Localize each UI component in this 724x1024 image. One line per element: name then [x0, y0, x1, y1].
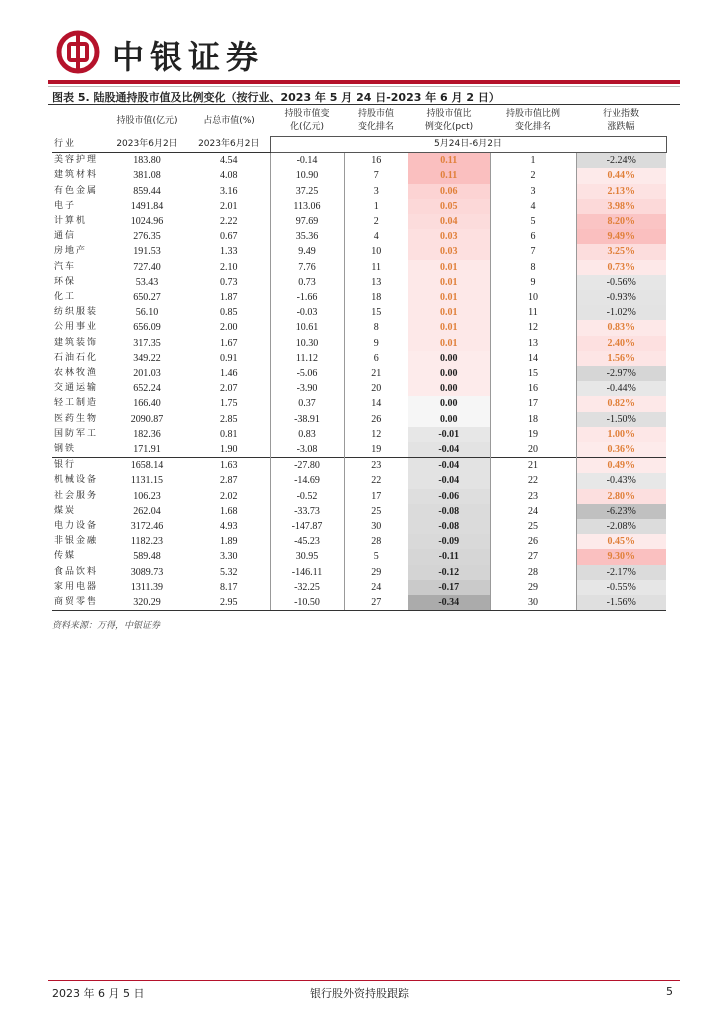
date-market-value: 2023年6月2日: [106, 137, 188, 153]
header-rule: [48, 80, 680, 84]
cell-ratio-change: 0.11: [408, 168, 490, 183]
table-row: [52, 519, 666, 534]
footer-rule: [48, 980, 680, 981]
col-mv-change: 持股市值变化(亿元): [284, 109, 330, 132]
cell-ratio-change: -0.17: [408, 580, 490, 595]
cell-mv-change: -0.14: [270, 153, 344, 169]
table-row: [52, 381, 666, 396]
cell-index-change: -1.56%: [576, 595, 666, 611]
table-row: [52, 214, 666, 229]
cell-ratio-change-rank: 18: [490, 412, 576, 427]
cell-ratio-change-rank: 23: [490, 489, 576, 504]
cell-index-change: 9.30%: [576, 549, 666, 564]
table-row: [52, 534, 666, 549]
cell-index-change: 0.82%: [576, 396, 666, 411]
cell-index-change: 1.00%: [576, 427, 666, 442]
cell-ratio-change: -0.12: [408, 565, 490, 580]
cell-market-value: 1182.23: [130, 536, 164, 548]
cell-pct-total: 2.87: [220, 475, 238, 487]
cell-market-value: 727.40: [133, 261, 161, 273]
cell-industry: 建筑材料: [54, 170, 99, 181]
table-row: [52, 489, 666, 504]
cell-ratio-change: 0.03: [408, 244, 490, 259]
cell-pct-total: 1.87: [220, 292, 238, 304]
table-subheader-row: [52, 137, 666, 153]
cell-ratio-change: -0.34: [408, 595, 490, 611]
cell-mv-change-rank: 5: [344, 549, 408, 564]
cell-ratio-change-rank: 21: [490, 458, 576, 474]
cell-mv-change-rank: 11: [344, 260, 408, 275]
cell-mv-change: -0.52: [270, 489, 344, 504]
cell-pct-total: 0.85: [220, 307, 238, 319]
footer-date: 2023 年 6 月 5 日: [52, 987, 145, 1000]
cell-industry: 农林牧渔: [54, 368, 99, 379]
cell-ratio-change: 0.00: [408, 396, 490, 411]
cell-ratio-change: -0.08: [408, 504, 490, 519]
cell-mv-change-rank: 30: [344, 519, 408, 534]
cell-index-change: -6.23%: [576, 504, 666, 519]
cell-mv-change-rank: 1: [344, 199, 408, 214]
cell-index-change: -1.02%: [576, 305, 666, 320]
cell-ratio-change-rank: 15: [490, 366, 576, 381]
col-pct-total: 占总市值(%): [203, 115, 255, 126]
cell-index-change: -1.50%: [576, 412, 666, 427]
cell-ratio-change: 0.01: [408, 336, 490, 351]
cell-mv-change-rank: 10: [344, 244, 408, 259]
cell-mv-change-rank: 2: [344, 214, 408, 229]
table-row: [52, 580, 666, 595]
cell-market-value: 262.04: [133, 505, 161, 517]
cell-ratio-change: 0.03: [408, 229, 490, 244]
cell-ratio-change-rank: 22: [490, 473, 576, 488]
cell-market-value: 183.80: [133, 155, 161, 167]
cell-index-change: 0.49%: [576, 458, 666, 474]
cell-market-value: 3089.73: [130, 566, 164, 578]
cell-market-value: 1024.96: [130, 216, 164, 228]
cell-ratio-change-rank: 28: [490, 565, 576, 580]
cell-mv-change-rank: 6: [344, 351, 408, 366]
cell-ratio-change-rank: 1: [490, 153, 576, 169]
cell-mv-change: -27.80: [270, 458, 344, 474]
cell-mv-change: 9.49: [270, 244, 344, 259]
cell-ratio-change: 0.06: [408, 184, 490, 199]
table-row: [52, 290, 666, 305]
cell-pct-total: 5.32: [220, 566, 238, 578]
cell-index-change: 3.25%: [576, 244, 666, 259]
cell-ratio-change-rank: 29: [490, 580, 576, 595]
cell-ratio-change: 0.01: [408, 275, 490, 290]
cell-ratio-change-rank: 19: [490, 427, 576, 442]
cell-market-value: 1131.15: [130, 475, 164, 487]
cell-index-change: -2.24%: [576, 153, 666, 169]
cell-mv-change: -5.06: [270, 366, 344, 381]
cell-mv-change-rank: 16: [344, 153, 408, 169]
cell-ratio-change: -0.04: [408, 442, 490, 458]
cell-ratio-change-rank: 3: [490, 184, 576, 199]
cell-industry: 石油石化: [54, 352, 99, 363]
cell-mv-change: -3.08: [270, 442, 344, 458]
cell-pct-total: 1.68: [220, 505, 238, 517]
source-note: 资料来源：万得，中银证券: [52, 621, 161, 631]
cell-market-value: 349.22: [133, 352, 161, 364]
cell-pct-total: 2.10: [220, 261, 238, 273]
cell-pct-total: 3.30: [220, 551, 238, 563]
table-row: [52, 244, 666, 259]
cell-mv-change-rank: 27: [344, 595, 408, 611]
footer-page: 5: [666, 985, 673, 998]
cell-mv-change-rank: 13: [344, 275, 408, 290]
cell-pct-total: 0.67: [220, 231, 238, 243]
cell-mv-change: -10.50: [270, 595, 344, 611]
cell-mv-change-rank: 21: [344, 366, 408, 381]
cell-industry: 钢铁: [54, 444, 77, 455]
cell-ratio-change-rank: 10: [490, 290, 576, 305]
cell-mv-change-rank: 29: [344, 565, 408, 580]
table-row: [52, 473, 666, 488]
cell-industry: 建筑装饰: [54, 337, 99, 348]
cell-ratio-change-rank: 6: [490, 229, 576, 244]
page-header: [48, 26, 688, 84]
cell-ratio-change-rank: 27: [490, 549, 576, 564]
table-row: [52, 549, 666, 564]
cell-ratio-change-rank: 13: [490, 336, 576, 351]
cell-mv-change: 0.73: [270, 275, 344, 290]
cell-market-value: 276.35: [133, 231, 161, 243]
cell-market-value: 656.09: [133, 322, 161, 334]
table-row: [52, 396, 666, 411]
cell-industry: 机械设备: [54, 475, 99, 486]
col-ratio-change-rank: 持股市值比例变化排名: [506, 109, 561, 132]
table-row: [52, 595, 666, 611]
cell-pct-total: 1.67: [220, 337, 238, 349]
cell-industry: 电子: [54, 200, 77, 211]
cell-mv-change-rank: 12: [344, 427, 408, 442]
cell-mv-change-rank: 24: [344, 580, 408, 595]
cell-mv-change-rank: 28: [344, 534, 408, 549]
cell-pct-total: 2.00: [220, 322, 238, 334]
cell-pct-total: 2.22: [220, 216, 238, 228]
cell-industry: 银行: [52, 458, 106, 474]
cell-industry: 纺织服装: [54, 307, 99, 318]
cell-market-value: 53.43: [135, 276, 159, 288]
cell-ratio-change: -0.06: [408, 489, 490, 504]
cell-index-change: -0.55%: [576, 580, 666, 595]
cell-industry: 环保: [54, 276, 77, 287]
cell-index-change: -2.08%: [576, 519, 666, 534]
cell-industry: 通信: [54, 231, 77, 242]
cell-mv-change: -147.87: [270, 519, 344, 534]
cell-industry: 医药生物: [54, 413, 99, 424]
cell-market-value: 56.10: [135, 307, 159, 319]
caption-rule: [48, 104, 680, 105]
cell-industry: 美容护理: [54, 155, 99, 166]
cell-market-value: 381.08: [133, 170, 161, 182]
cell-index-change: 8.20%: [576, 214, 666, 229]
cell-ratio-change: 0.01: [408, 305, 490, 320]
table-row: [52, 427, 666, 442]
cell-mv-change: 10.30: [270, 336, 344, 351]
cell-ratio-change: -0.09: [408, 534, 490, 549]
table-row: [52, 305, 666, 320]
cell-mv-change: -32.25: [270, 580, 344, 595]
cell-ratio-change: 0.01: [408, 320, 490, 335]
table-row: [52, 260, 666, 275]
cell-market-value: 3172.46: [130, 521, 164, 533]
cell-pct-total: 1.75: [220, 398, 238, 410]
col-market-value: 持股市值(亿元): [116, 115, 178, 126]
cell-industry: 食品饮料: [54, 566, 99, 577]
cell-market-value: 201.03: [133, 368, 161, 380]
cell-ratio-change-rank: 14: [490, 351, 576, 366]
cell-index-change: 0.36%: [576, 442, 666, 458]
cell-ratio-change: -0.11: [408, 549, 490, 564]
cell-index-change: 2.13%: [576, 184, 666, 199]
cell-pct-total: 4.54: [220, 155, 238, 167]
cell-ratio-change: -0.08: [408, 519, 490, 534]
cell-market-value: 320.29: [106, 595, 188, 611]
cell-pct-total: 1.33: [220, 246, 238, 258]
cell-index-change: 3.98%: [576, 199, 666, 214]
cell-mv-change-rank: 19: [344, 442, 408, 458]
cell-industry: 非银金融: [54, 536, 99, 547]
cell-industry: 化工: [54, 292, 77, 303]
cell-index-change: -0.56%: [576, 275, 666, 290]
table-row: [52, 504, 666, 519]
cell-index-change: 1.56%: [576, 351, 666, 366]
cell-industry: 公用事业: [54, 322, 99, 333]
cell-market-value: 650.27: [133, 292, 161, 304]
cell-mv-change-rank: 25: [344, 504, 408, 519]
cell-pct-total: 2.02: [220, 490, 238, 502]
cell-ratio-change: -0.01: [408, 427, 490, 442]
period-label: 5月24日-6月2日: [270, 137, 666, 153]
cell-pct-total: 2.95: [188, 595, 270, 611]
cell-industry: 煤炭: [54, 505, 77, 516]
cell-mv-change-rank: 14: [344, 396, 408, 411]
cell-industry: 计算机: [54, 216, 88, 227]
table-row: [52, 320, 666, 335]
cell-ratio-change-rank: 17: [490, 396, 576, 411]
cell-pct-total: 4.93: [220, 521, 238, 533]
cell-index-change: -0.44%: [576, 381, 666, 396]
col-industry: 行业: [52, 137, 106, 153]
cell-market-value: 317.35: [133, 337, 161, 349]
cell-mv-change-rank: 4: [344, 229, 408, 244]
table-row: [52, 229, 666, 244]
cell-mv-change-rank: 18: [344, 290, 408, 305]
cell-market-value: 166.40: [133, 398, 161, 410]
cell-mv-change-rank: 20: [344, 381, 408, 396]
cell-mv-change: 30.95: [270, 549, 344, 564]
cell-mv-change: 35.36: [270, 229, 344, 244]
cell-mv-change-rank: 17: [344, 489, 408, 504]
cell-pct-total: 2.85: [220, 413, 238, 425]
table-row: [52, 412, 666, 427]
cell-market-value: 859.44: [133, 185, 161, 197]
cell-market-value: 1311.39: [130, 581, 164, 593]
cell-mv-change: 37.25: [270, 184, 344, 199]
cell-ratio-change-rank: 8: [490, 260, 576, 275]
cell-mv-change-rank: 3: [344, 184, 408, 199]
cell-index-change: 0.45%: [576, 534, 666, 549]
table-row: [52, 458, 666, 474]
cell-mv-change: -0.03: [270, 305, 344, 320]
cell-ratio-change-rank: 11: [490, 305, 576, 320]
cell-industry: 房地产: [54, 246, 88, 257]
holdings-table: [52, 106, 667, 611]
col-ratio-change: 持股市值比例变化(pct): [424, 109, 474, 132]
cell-ratio-change: -0.04: [408, 473, 490, 488]
table-row: [52, 184, 666, 199]
table-row: [52, 366, 666, 381]
cell-mv-change-rank: 23: [344, 458, 408, 474]
cell-industry: 汽车: [54, 261, 77, 272]
cell-mv-change-rank: 26: [344, 412, 408, 427]
cell-mv-change: 97.69: [270, 214, 344, 229]
cell-market-value: 652.24: [133, 383, 161, 395]
cell-ratio-change: 0.00: [408, 366, 490, 381]
cell-mv-change: 10.61: [270, 320, 344, 335]
cell-pct-total: 2.01: [220, 200, 238, 212]
cell-ratio-change-rank: 2: [490, 168, 576, 183]
cell-mv-change-rank: 7: [344, 168, 408, 183]
cell-pct-total: 0.91: [220, 352, 238, 364]
table-row: [52, 168, 666, 183]
cell-pct-total: 4.08: [220, 170, 238, 182]
table-caption: 图表 5. 陆股通持股市值及比例变化（按行业、2023 年 5 月 24 日-2023 年 6 月 2 日）: [52, 91, 500, 104]
cell-mv-change-rank: 22: [344, 473, 408, 488]
cell-mv-change: 10.90: [270, 168, 344, 183]
cell-mv-change: 11.12: [270, 351, 344, 366]
cell-pct-total: 1.63: [188, 458, 270, 474]
cell-index-change: 0.44%: [576, 168, 666, 183]
cell-pct-total: 3.16: [220, 185, 238, 197]
cell-ratio-change-rank: 24: [490, 504, 576, 519]
cell-industry: 交通运输: [54, 383, 99, 394]
cell-mv-change: 7.76: [270, 260, 344, 275]
cell-pct-total: 0.81: [220, 428, 238, 440]
cell-ratio-change-rank: 30: [490, 595, 576, 611]
cell-mv-change: -3.90: [270, 381, 344, 396]
col-mv-change-rank: 持股市值变化排名: [357, 109, 394, 132]
cell-market-value: 182.36: [133, 428, 161, 440]
cell-index-change: -2.17%: [576, 565, 666, 580]
cell-mv-change: -1.66: [270, 290, 344, 305]
cell-ratio-change: -0.04: [408, 458, 490, 474]
cell-market-value: 589.48: [133, 551, 161, 563]
table-row: [52, 275, 666, 290]
cell-mv-change: 113.06: [270, 199, 344, 214]
cell-market-value: 171.91: [133, 444, 161, 456]
header-subrule: [48, 86, 680, 87]
table-row: [52, 336, 666, 351]
cell-mv-change: 0.37: [270, 396, 344, 411]
table-row: [52, 442, 666, 458]
cell-mv-change-rank: 8: [344, 320, 408, 335]
cell-ratio-change-rank: 5: [490, 214, 576, 229]
cell-industry: 国防军工: [54, 428, 99, 439]
boc-logo-icon: [56, 30, 100, 74]
cell-pct-total: 1.90: [220, 444, 238, 456]
cell-ratio-change: 0.01: [408, 260, 490, 275]
cell-pct-total: 2.07: [220, 383, 238, 395]
cell-mv-change: -146.11: [270, 565, 344, 580]
cell-ratio-change-rank: 4: [490, 199, 576, 214]
cell-index-change: 0.73%: [576, 260, 666, 275]
cell-ratio-change-rank: 7: [490, 244, 576, 259]
cell-mv-change-rank: 9: [344, 336, 408, 351]
cell-index-change: 2.80%: [576, 489, 666, 504]
table-row: [52, 351, 666, 366]
cell-ratio-change-rank: 20: [490, 442, 576, 458]
col-index-change: 行业指数涨跌幅: [602, 109, 639, 132]
cell-market-value: 1491.84: [130, 200, 164, 212]
cell-ratio-change-rank: 25: [490, 519, 576, 534]
cell-industry: 商贸零售: [52, 595, 106, 611]
cell-mv-change-rank: 15: [344, 305, 408, 320]
cell-index-change: 2.40%: [576, 336, 666, 351]
cell-index-change: -0.43%: [576, 473, 666, 488]
cell-market-value: 2090.87: [130, 413, 164, 425]
cell-ratio-change: 0.11: [408, 153, 490, 169]
cell-industry: 有色金属: [54, 185, 99, 196]
table-row: [52, 565, 666, 580]
cell-index-change: -2.97%: [576, 366, 666, 381]
cell-mv-change: -14.69: [270, 473, 344, 488]
cell-industry: 电力设备: [54, 521, 99, 532]
cell-mv-change: -38.91: [270, 412, 344, 427]
cell-industry: 轻工制造: [54, 398, 99, 409]
cell-market-value: 106.23: [133, 490, 161, 502]
cell-ratio-change: 0.00: [408, 412, 490, 427]
cell-index-change: 9.49%: [576, 229, 666, 244]
cell-industry: 家用电器: [54, 581, 99, 592]
cell-ratio-change-rank: 9: [490, 275, 576, 290]
cell-index-change: -0.93%: [576, 290, 666, 305]
cell-mv-change: 0.83: [270, 427, 344, 442]
cell-pct-total: 8.17: [220, 581, 238, 593]
cell-ratio-change-rank: 26: [490, 534, 576, 549]
cell-pct-total: 0.73: [220, 276, 238, 288]
cell-market-value: 191.53: [133, 246, 161, 258]
cell-industry: 社会服务: [54, 490, 99, 501]
date-pct-total: 2023年6月2日: [188, 137, 270, 153]
cell-industry: 传媒: [54, 551, 77, 562]
cell-ratio-change-rank: 16: [490, 381, 576, 396]
cell-ratio-change-rank: 12: [490, 320, 576, 335]
cell-index-change: 0.83%: [576, 320, 666, 335]
brand-name: 中银证券: [112, 38, 265, 76]
cell-ratio-change: 0.05: [408, 199, 490, 214]
cell-ratio-change: 0.01: [408, 290, 490, 305]
cell-market-value: 1658.14: [106, 458, 188, 474]
cell-ratio-change: 0.00: [408, 351, 490, 366]
table-header-row: [52, 106, 666, 137]
cell-ratio-change: 0.00: [408, 381, 490, 396]
table-row: [52, 199, 666, 214]
cell-pct-total: 1.89: [220, 536, 238, 548]
cell-pct-total: 1.46: [220, 368, 238, 380]
cell-mv-change: -45.23: [270, 534, 344, 549]
table-row: [52, 153, 666, 169]
cell-ratio-change: 0.04: [408, 214, 490, 229]
footer-title: 银行股外资持股跟踪: [310, 987, 409, 1000]
cell-mv-change: -33.73: [270, 504, 344, 519]
